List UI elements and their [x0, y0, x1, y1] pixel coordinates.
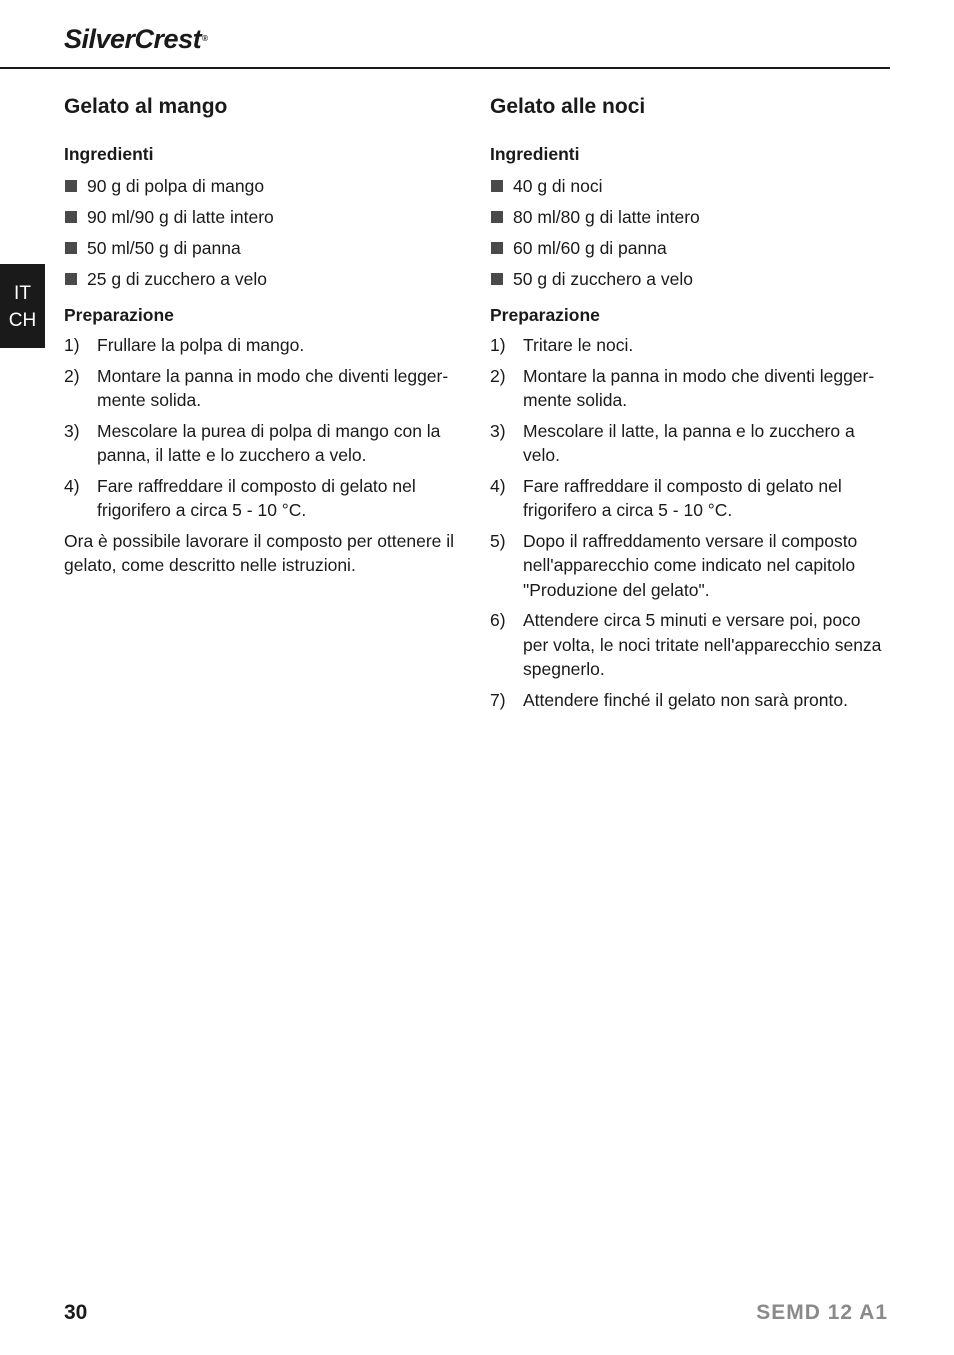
- bullet-square-icon: [491, 273, 503, 285]
- ingredient-text: 60 ml/60 g di panna: [513, 238, 667, 258]
- step-text: Fare raffreddare il composto di gelato nel frigorifero a circa 5 - 10 °C.: [523, 475, 842, 520]
- step-item: [490, 364, 890, 413]
- ingredient-item: [490, 172, 890, 200]
- ingredient-text: 40 g di noci: [513, 176, 603, 196]
- step-text: Mescolare la purea di polpa di mango con la panna, il latte e lo zucchero a velo.: [97, 420, 441, 465]
- bullet-square-icon: [65, 211, 77, 223]
- step-text: Attendere circa 5 minuti e versare poi, poco per volta, le noci tritate nell'apparecchio senza spegnerlo.: [523, 610, 882, 679]
- ingredient-text: 90 ml/90 g di latte intero: [87, 207, 274, 227]
- step-item: [490, 688, 890, 713]
- ingredient-text: 25 g di zucchero a velo: [87, 269, 267, 289]
- ingredient-item: [490, 234, 890, 262]
- page-number: 30: [64, 1301, 88, 1324]
- bullet-square-icon: [491, 242, 503, 254]
- step-item: [490, 333, 890, 358]
- preparation-heading: Preparazione: [64, 305, 174, 325]
- step-number: 6): [490, 610, 506, 630]
- step-number: 7): [490, 689, 506, 710]
- bullet-square-icon: [65, 273, 77, 285]
- preparation-steps: [490, 333, 890, 712]
- step-number: 4): [490, 475, 506, 496]
- bullet-square-icon: [491, 180, 503, 192]
- step-item: [490, 608, 890, 682]
- ingredients-heading: Ingredienti: [490, 144, 580, 164]
- step-item: [64, 474, 464, 523]
- step-item: [490, 474, 890, 523]
- ingredients-list: [64, 172, 464, 293]
- step-item: [490, 529, 890, 603]
- step-number: 4): [64, 475, 80, 496]
- step-text: Mescolare il latte, la panna e lo zucchero a velo.: [523, 420, 855, 465]
- step-text: Attendere finché il gelato non sarà pronto.: [523, 689, 848, 710]
- language-code-it: IT: [14, 283, 31, 304]
- step-text: Tritare le noci.: [523, 335, 634, 355]
- preparation-steps: [64, 333, 464, 523]
- bullet-square-icon: [491, 211, 503, 223]
- step-text: Frullare la polpa di mango.: [97, 335, 305, 355]
- step-text: Montare la panna in modo che diventi legger-mente solida.: [523, 365, 875, 410]
- recipe-title: Gelato al mango: [64, 95, 228, 118]
- ingredient-text: 90 g di polpa di mango: [87, 176, 265, 196]
- ingredient-item: [64, 203, 464, 231]
- model-number: SEMD 12 A1: [756, 1301, 888, 1324]
- language-code-ch: CH: [8, 310, 37, 331]
- recipe-mango-column: [64, 92, 464, 578]
- recipe-title: Gelato alle noci: [490, 95, 646, 118]
- header-divider: [0, 67, 890, 69]
- ingredient-item: [490, 203, 890, 231]
- brand-logo-text: SilverCrest: [64, 24, 202, 54]
- ingredient-item: [64, 265, 464, 293]
- bullet-square-icon: [65, 242, 77, 254]
- ingredients-heading: Ingredienti: [64, 144, 154, 164]
- ingredient-item: [64, 234, 464, 262]
- step-number: 3): [490, 420, 506, 441]
- bullet-square-icon: [65, 180, 77, 192]
- step-number: 5): [490, 530, 506, 551]
- ingredient-item: [64, 172, 464, 200]
- step-item: [64, 333, 464, 358]
- step-text: Fare raffreddare il composto di gelato nel frigorifero a circa 5 - 10 °C.: [97, 475, 416, 520]
- step-number: 1): [490, 335, 506, 355]
- step-number: 1): [64, 335, 80, 355]
- recipe-nuts-column: [490, 92, 890, 718]
- ingredient-text: 80 ml/80 g di latte intero: [513, 207, 700, 227]
- ingredients-list: [490, 172, 890, 293]
- step-item: [64, 364, 464, 413]
- ingredient-item: [490, 265, 890, 293]
- step-number: 3): [64, 420, 80, 441]
- preparation-heading: Preparazione: [490, 305, 600, 325]
- registered-mark: ®: [202, 34, 208, 43]
- closing-note: Ora è possibile lavorare il composto per ottenere il gelato, come descritto nelle istruzioni.: [64, 530, 455, 575]
- step-number: 2): [490, 365, 506, 386]
- language-tab: [0, 264, 45, 348]
- step-item: [64, 419, 464, 468]
- ingredient-text: 50 g di zucchero a velo: [513, 269, 693, 289]
- step-text: Dopo il raffreddamento versare il composto nell'apparecchio come indicato nel capitolo "Produzione del gelato".: [523, 530, 858, 600]
- step-text: Montare la panna in modo che diventi legger-mente solida.: [97, 365, 449, 410]
- ingredient-text: 50 ml/50 g di panna: [87, 238, 241, 258]
- step-item: [490, 419, 890, 468]
- brand-logo: [64, 22, 208, 56]
- step-number: 2): [64, 365, 80, 386]
